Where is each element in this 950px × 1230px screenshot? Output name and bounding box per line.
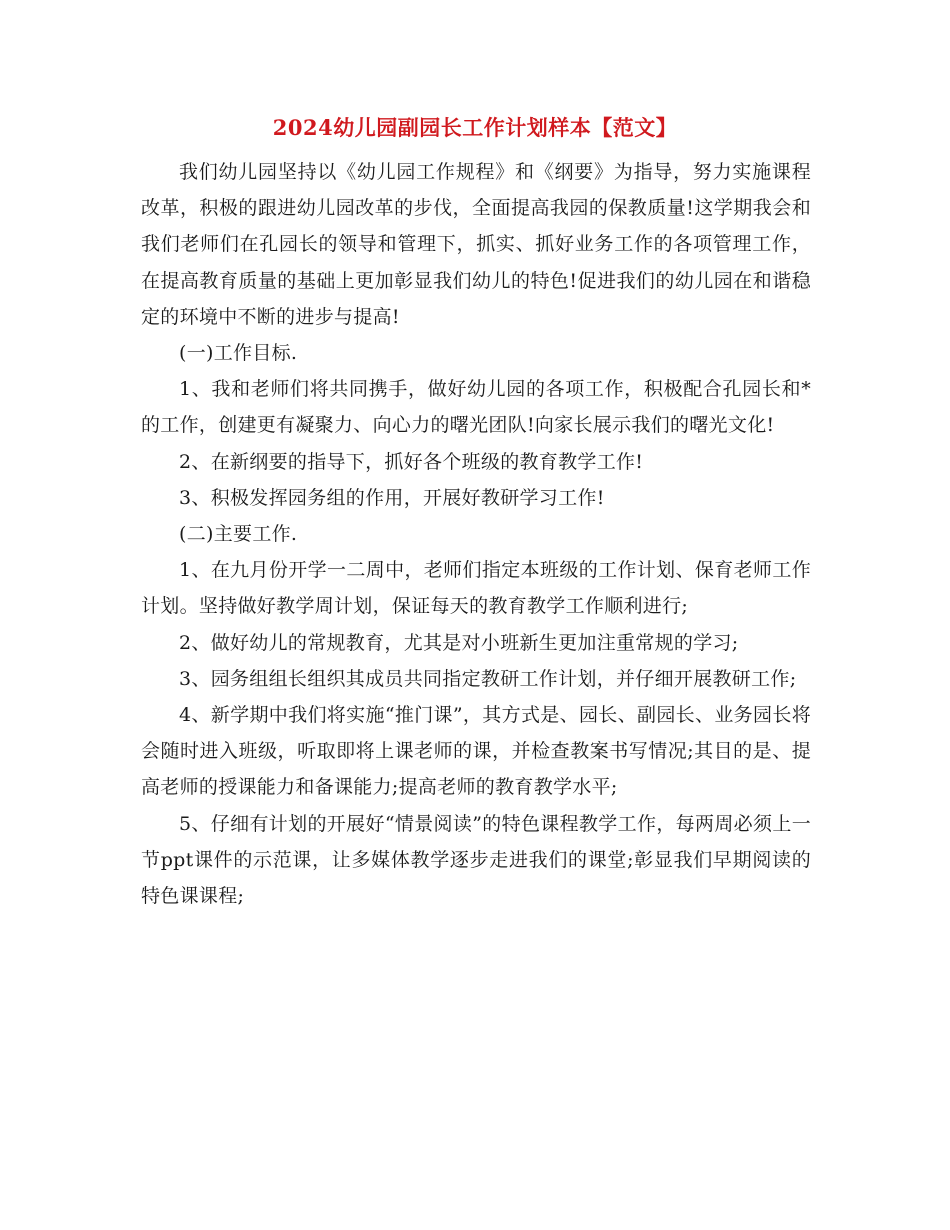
section-heading-main-work: (二)主要工作.	[179, 523, 298, 546]
document-body	[141, 154, 811, 914]
work-item-3: 3、园务组组长组织其成员共同指定教研工作计划，并仔细开展教研工作;	[179, 667, 797, 690]
work-item-5: 5、仔细有计划的开展好“情景阅读”的特色课程教学工作，每两周必须上一节ppt课件的示范课，让多媒体教学逐步走进我们的课堂;彰显我们早期阅读的特色课课程;	[141, 812, 811, 908]
paragraph-intro: 我们幼儿园坚持以《幼儿园工作规程》和《纲要》为指导，努力实施课程改革，积极的跟进幼儿园改革的步伐，全面提高我园的保教质量!这学期我会和我们老师们在孔园长的领导和管理下，抓实、抓好业务工作的各项管理工作，在提高教育质量的基础上更加彰显我们幼儿的特色!促进我们的幼儿园在和谐稳定的环境中不断的进步与提高!	[141, 161, 811, 328]
work-item-4: 4、新学期中我们将实施“推门课”，其方式是、园长、副园长、业务园长将会随时进入班级，听取即将上课老师的课，并检查教案书写情况;其目的是、提高老师的授课能力和备课能力;提高老师的教育教学水平;	[141, 704, 811, 799]
section-heading-goals: (一)工作目标.	[179, 342, 298, 365]
document-title: 2024幼儿园副园长工作计划样本【范文】	[272, 115, 678, 140]
work-item-2: 2、做好幼儿的常规教育，尤其是对小班新生更加注重常规的学习;	[179, 631, 739, 654]
goal-item-1: 1、我和老师们将共同携手，做好幼儿园的各项工作，积极配合孔园长和*的工作，创建更有凝聚力、向心力的曙光团队!向家长展示我们的曙光文化!	[141, 378, 811, 437]
goal-item-2: 2、在新纲要的指导下，抓好各个班级的教育教学工作!	[179, 450, 644, 473]
goal-item-3: 3、积极发挥园务组的作用，开展好教研学习工作!	[179, 486, 605, 509]
work-item-1: 1、在九月份开学一二周中，老师们指定本班级的工作计划、保育老师工作计划。坚持做好教学周计划，保证每天的教育教学工作顺利进行;	[141, 559, 811, 618]
